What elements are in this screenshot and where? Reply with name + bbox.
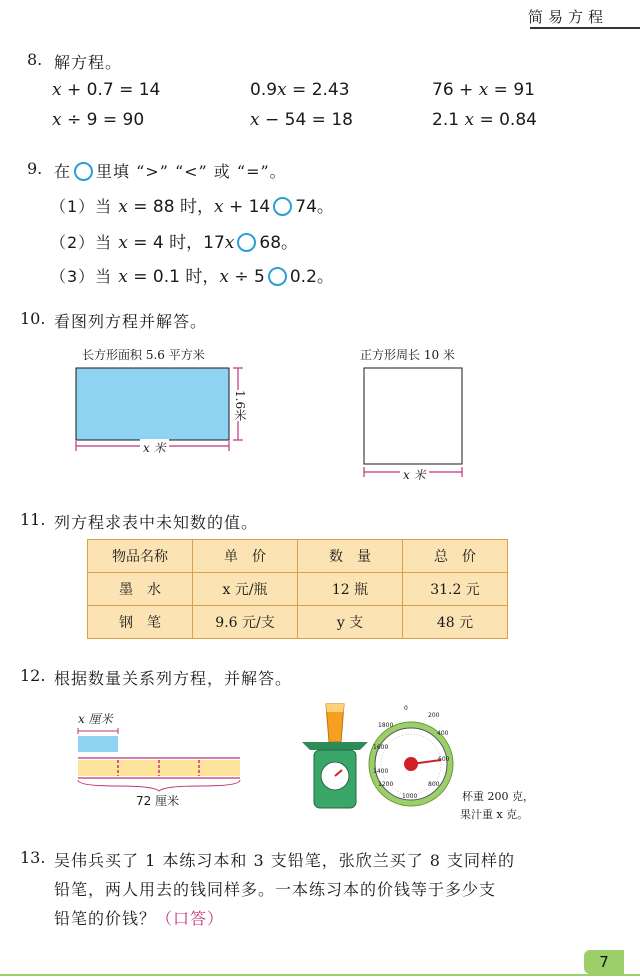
table-cell: 48 元 [403,606,508,639]
table-cell: x 元/瓶 [193,573,298,606]
dial-label: 1400 [373,768,389,775]
square-bottom-label: x 米 [400,466,429,483]
q8-eq-4: x ÷ 9 = 90 [52,110,145,130]
q10-title: 看图列方程并解答。 [54,312,208,331]
q9-item-3: （3）当 x = 0.1 时，x ÷ 5 0.2。 [50,267,334,287]
q8-eq-2: 0.9x = 2.43 [250,80,350,100]
rect-caption: 长方形面积 5.6 平方米 [82,348,205,362]
q9-number: 9. [27,159,43,178]
q13-line-3: 铅笔的价钱？（口答） [54,909,225,928]
q9-title: 在 里填 “>” “<” 或 “=”。 [54,162,287,181]
q8-eq-6: 2.1 x = 0.84 [432,110,537,130]
table-cell: 12 瓶 [298,573,403,606]
q9-item-2: （2）当 x = 4 时，17x 68。 [50,233,299,253]
price-table [87,539,508,639]
q13-number: 13. [20,848,46,867]
table-cell: 钢 笔 [88,606,193,639]
table-row [88,573,508,606]
table-cell: 31.2 元 [403,573,508,606]
rect-bottom-label: x 米 [140,439,169,456]
table-cell: 墨 水 [88,573,193,606]
dial-label: 600 [438,756,450,763]
bottom-rule [0,974,640,976]
table-header-row [88,540,508,573]
dial-label: 200 [428,712,440,719]
table-row [88,606,508,639]
dial-label: 400 [437,730,449,737]
square-shape [364,368,462,464]
header-rule [530,27,640,29]
oral-answer-tag: （口答） [156,909,225,928]
answer-circle-icon[interactable] [268,267,287,286]
q10-number: 10. [20,309,46,328]
q8-eq-1: x + 0.7 = 14 [52,80,161,100]
dial-label: 800 [428,781,440,788]
bar-top-label: x 厘米 [78,712,113,726]
q8-title: 解方程。 [54,53,123,72]
q12-title: 根据数量关系列方程，并解答。 [54,669,293,688]
bar-diagram [74,722,244,792]
answer-circle-icon[interactable] [273,197,292,216]
table-cell: y 支 [298,606,403,639]
q8-eq-3: 76 + x = 91 [432,80,535,100]
q11-title: 列方程求表中未知数的值。 [54,513,259,532]
scale-note-1: 杯重 200 克， [462,790,534,803]
short-bar [78,736,118,752]
q11-number: 11. [20,510,46,529]
q13-line-2: 铅笔，两人用去的钱同样多。一本练习本的价钱等于多少支 [54,880,497,899]
rectangle-shape [76,368,229,440]
table-header-cell: 物品名称 [88,540,193,573]
q8-number: 8. [27,50,43,69]
table-header-cell: 单 价 [193,540,298,573]
table-header-cell: 总 价 [403,540,508,573]
dial-label: 1600 [373,744,389,751]
scale-note-2: 果汁重 x 克。 [460,808,529,821]
dial-label: 1200 [378,781,394,788]
q9-item-1: （1）当 x = 88 时，x + 14 74。 [50,197,334,217]
answer-circle-icon[interactable] [237,233,256,252]
rect-side-label: 1.6米 [233,390,247,422]
dial-label: 0 [404,705,408,712]
square-caption: 正方形周长 10 米 [360,348,455,362]
q10-figures [60,362,500,492]
blank-circle-icon [74,162,93,181]
q8-eq-5: x − 54 = 18 [250,110,353,130]
q12-number: 12. [20,666,46,685]
header-title: 简易方程 [528,8,609,26]
page-number: 7 [584,950,624,974]
dial-label: 1000 [402,793,418,800]
q13-line-1: 吴伟兵买了 1 本练习本和 3 支铅笔，张欣兰买了 8 支同样的 [54,851,516,870]
table-header-cell: 数 量 [298,540,403,573]
dial-label: 1800 [378,722,394,729]
bar-bottom-label: 72 厘米 [136,794,180,808]
table-cell: 9.6 元/支 [193,606,298,639]
